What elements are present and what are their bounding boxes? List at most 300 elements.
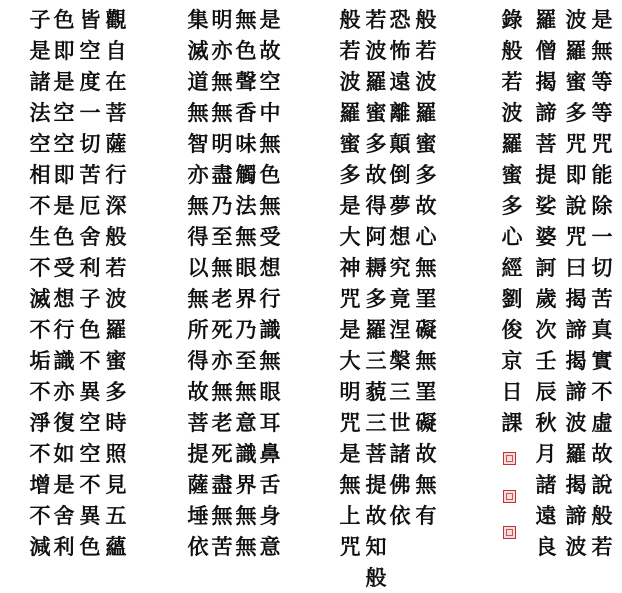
character: 故: [591, 441, 613, 466]
character: 般: [365, 565, 387, 590]
character: 良: [535, 534, 557, 559]
character: 無: [235, 503, 257, 528]
character: 遠: [389, 69, 411, 94]
character: 老: [211, 286, 233, 311]
character: 死: [211, 441, 233, 466]
character: 有: [415, 503, 437, 528]
character: 是: [339, 441, 361, 466]
character: 以: [187, 255, 209, 280]
character: 揭: [565, 348, 587, 373]
character: 竟: [389, 286, 411, 311]
character: 羅: [365, 317, 387, 342]
text-column-12: [186, 4, 210, 562]
character: 香: [235, 100, 257, 125]
character: 多: [105, 379, 127, 404]
character: 行: [259, 286, 281, 311]
character: 色: [79, 317, 101, 342]
character: 婆: [535, 224, 557, 249]
character: 阿: [365, 224, 387, 249]
character: 識: [235, 441, 257, 466]
character: 多: [365, 286, 387, 311]
character: 般: [415, 7, 437, 32]
character: 不: [79, 348, 101, 373]
character: 意: [235, 410, 257, 435]
character: 相: [29, 162, 51, 187]
character: 罣: [415, 286, 437, 311]
character: 無: [235, 224, 257, 249]
character: 課: [501, 410, 523, 435]
text-column-11: [210, 4, 234, 562]
character: 辰: [535, 379, 557, 404]
character: 波: [565, 534, 587, 559]
character: 苦: [79, 162, 101, 187]
character: 依: [389, 503, 411, 528]
character: 不: [29, 193, 51, 218]
character: 無: [187, 286, 209, 311]
character: 受: [53, 255, 75, 280]
character: 是: [259, 7, 281, 32]
character: 滅: [29, 286, 51, 311]
character: 一: [591, 224, 613, 249]
character: 利: [79, 255, 101, 280]
character: 咒: [339, 410, 361, 435]
character: 智: [187, 131, 209, 156]
character: 蜜: [105, 348, 127, 373]
character: 不: [29, 441, 51, 466]
character: 皆: [79, 7, 101, 32]
character: 色: [53, 7, 75, 32]
seal-stamp: [503, 490, 516, 503]
character: 心: [501, 224, 523, 249]
character: 諸: [389, 441, 411, 466]
character: 無: [211, 379, 233, 404]
character: 多: [365, 131, 387, 156]
character: 若: [339, 38, 361, 63]
text-column-10: [234, 4, 258, 562]
character: 諦: [565, 317, 587, 342]
character: 耳: [259, 410, 281, 435]
character: 等: [591, 69, 613, 94]
character: 不: [29, 503, 51, 528]
character: 空: [53, 100, 75, 125]
character: 波: [365, 38, 387, 63]
character: 不: [79, 472, 101, 497]
character: 羅: [565, 38, 587, 63]
character: 眼: [235, 255, 257, 280]
character: 是: [53, 69, 75, 94]
character: 蜜: [339, 131, 361, 156]
character: 說: [591, 472, 613, 497]
character: 波: [415, 69, 437, 94]
character: 菩: [365, 441, 387, 466]
character: 曰: [565, 255, 587, 280]
character: 蜜: [365, 100, 387, 125]
character: 恐: [389, 7, 411, 32]
character: 觸: [235, 162, 257, 187]
character: 身: [259, 503, 281, 528]
character: 若: [105, 255, 127, 280]
character: 想: [259, 255, 281, 280]
character: 三: [365, 410, 387, 435]
character: 無: [211, 255, 233, 280]
character: 般: [339, 7, 361, 32]
character: 識: [259, 317, 281, 342]
character: 界: [235, 472, 257, 497]
character: 無: [211, 503, 233, 528]
character: 若: [591, 534, 613, 559]
character: 菩: [105, 100, 127, 125]
character: 無: [415, 348, 437, 373]
character: 無: [259, 131, 281, 156]
character: 生: [29, 224, 51, 249]
character: 般: [501, 38, 523, 63]
character: 若: [415, 38, 437, 63]
character: 歲: [535, 286, 557, 311]
character: 異: [79, 503, 101, 528]
character: 集: [187, 7, 209, 32]
character: 不: [29, 379, 51, 404]
character: 苦: [591, 286, 613, 311]
character: 空: [79, 441, 101, 466]
character: 垢: [29, 348, 51, 373]
character: 見: [105, 472, 127, 497]
character: 是: [339, 317, 361, 342]
character: 上: [339, 503, 361, 528]
text-column-14: [78, 4, 102, 562]
character: 實: [591, 348, 613, 373]
character: 菩: [535, 131, 557, 156]
character: 羅: [339, 100, 361, 125]
character: 真: [591, 317, 613, 342]
character: 顛: [389, 131, 411, 156]
character: 死: [211, 317, 233, 342]
character: 虛: [591, 410, 613, 435]
character: 薩: [187, 472, 209, 497]
character: 無: [211, 100, 233, 125]
character: 若: [365, 7, 387, 32]
seal-stamp: [503, 526, 516, 539]
character: 等: [591, 100, 613, 125]
character: 咒: [565, 131, 587, 156]
character: 錄: [501, 7, 523, 32]
character: 依: [187, 534, 209, 559]
character: 三: [365, 348, 387, 373]
character: 是: [591, 7, 613, 32]
character: 得: [187, 348, 209, 373]
character: 蜜: [565, 69, 587, 94]
character: 羅: [105, 317, 127, 342]
character: 經: [501, 255, 523, 280]
character: 明: [211, 131, 233, 156]
character: 揭: [535, 69, 557, 94]
character: 盡: [211, 472, 233, 497]
character: 心: [415, 224, 437, 249]
character: 時: [105, 410, 127, 435]
character: 不: [591, 379, 613, 404]
character: 槃: [389, 348, 411, 373]
character: 諦: [535, 100, 557, 125]
character: 俊: [501, 317, 523, 342]
character: 訶: [535, 255, 557, 280]
character: 明: [339, 379, 361, 404]
character: 色: [235, 38, 257, 63]
character: 波: [501, 100, 523, 125]
character: 亦: [211, 348, 233, 373]
character: 無: [259, 193, 281, 218]
character: 多: [501, 193, 523, 218]
character: 聲: [235, 69, 257, 94]
character: 異: [79, 379, 101, 404]
character: 復: [53, 410, 75, 435]
character: 滅: [187, 38, 209, 63]
character: 羅: [535, 7, 557, 32]
character: 五: [105, 503, 127, 528]
character: 空: [29, 131, 51, 156]
character: 倒: [389, 162, 411, 187]
character: 知: [365, 534, 387, 559]
character: 提: [365, 472, 387, 497]
character: 空: [53, 131, 75, 156]
character: 不: [29, 255, 51, 280]
character: 礙: [415, 317, 437, 342]
character: 故: [259, 38, 281, 63]
seal-stamp: [503, 452, 516, 465]
character: 涅: [389, 317, 411, 342]
character: 諸: [535, 472, 557, 497]
character: 厄: [79, 193, 101, 218]
character: 般: [591, 503, 613, 528]
character: 蘊: [105, 534, 127, 559]
character: 羅: [365, 69, 387, 94]
character: 多: [415, 162, 437, 187]
character: 空: [79, 410, 101, 435]
text-column-8: [338, 4, 362, 562]
character: 得: [187, 224, 209, 249]
character: 耨: [365, 255, 387, 280]
character: 想: [389, 224, 411, 249]
character: 至: [235, 348, 257, 373]
character: 深: [105, 193, 127, 218]
character: 意: [259, 534, 281, 559]
character: 乃: [211, 193, 233, 218]
character: 是: [53, 472, 75, 497]
character: 礙: [415, 410, 437, 435]
character: 大: [339, 224, 361, 249]
character: 波: [565, 410, 587, 435]
character: 子: [29, 7, 51, 32]
character: 日: [501, 379, 523, 404]
character: 識: [53, 348, 75, 373]
character: 神: [339, 255, 361, 280]
character: 羅: [565, 441, 587, 466]
character: 是: [29, 38, 51, 63]
character: 味: [235, 131, 257, 156]
character: 娑: [535, 193, 557, 218]
text-column-9: [258, 4, 282, 562]
character: 菩: [187, 410, 209, 435]
character: 子: [79, 286, 101, 311]
character: 多: [565, 100, 587, 125]
character: 減: [29, 534, 51, 559]
character: 除: [591, 193, 613, 218]
character: 即: [565, 162, 587, 187]
character: 空: [79, 38, 101, 63]
character: 故: [365, 162, 387, 187]
character: 觀: [105, 7, 127, 32]
character: 揭: [565, 472, 587, 497]
text-column-3: [534, 4, 558, 562]
character: 法: [235, 193, 257, 218]
character: 咒: [565, 224, 587, 249]
character: 世: [389, 410, 411, 435]
character: 多: [339, 162, 361, 187]
character: 無: [415, 255, 437, 280]
character: 切: [591, 255, 613, 280]
character: 即: [53, 162, 75, 187]
character: 在: [105, 69, 127, 94]
character: 咒: [591, 131, 613, 156]
character: 故: [365, 503, 387, 528]
character: 蜜: [501, 162, 523, 187]
character: 大: [339, 348, 361, 373]
character: 故: [415, 441, 437, 466]
character: 老: [211, 410, 233, 435]
character: 亦: [211, 38, 233, 63]
character: 提: [187, 441, 209, 466]
character: 舍: [79, 224, 101, 249]
character: 想: [53, 286, 75, 311]
text-column-4: [500, 4, 524, 438]
character: 遠: [535, 503, 557, 528]
character: 蜜: [415, 131, 437, 156]
character: 波: [105, 286, 127, 311]
character: 行: [53, 317, 75, 342]
character: 能: [591, 162, 613, 187]
character: 般: [105, 224, 127, 249]
character: 無: [415, 472, 437, 497]
character: 不: [29, 317, 51, 342]
character: 無: [211, 69, 233, 94]
character: 得: [365, 193, 387, 218]
character: 受: [259, 224, 281, 249]
character: 中: [259, 100, 281, 125]
character: 亦: [187, 162, 209, 187]
character: 夢: [389, 193, 411, 218]
text-column-2: [564, 4, 588, 562]
text-column-6: [388, 4, 412, 531]
character: 咒: [339, 286, 361, 311]
character: 怖: [389, 38, 411, 63]
character: 秋: [535, 410, 557, 435]
character: 羅: [501, 131, 523, 156]
character: 無: [235, 534, 257, 559]
character: 色: [79, 534, 101, 559]
character: 所: [187, 317, 209, 342]
character: 舍: [53, 503, 75, 528]
character: 是: [339, 193, 361, 218]
character: 界: [235, 286, 257, 311]
character: 諦: [565, 379, 587, 404]
character: 盡: [211, 162, 233, 187]
text-column-15: [52, 4, 76, 562]
text-column-16: [28, 4, 52, 562]
character: 羅: [415, 100, 437, 125]
character: 淨: [29, 410, 51, 435]
character: 增: [29, 472, 51, 497]
character: 若: [501, 69, 523, 94]
character: 故: [415, 193, 437, 218]
character: 劉: [501, 286, 523, 311]
character: 埵: [187, 503, 209, 528]
character: 次: [535, 317, 557, 342]
character: 眼: [259, 379, 281, 404]
character: 明: [211, 7, 233, 32]
character: 自: [105, 38, 127, 63]
character: 道: [187, 69, 209, 94]
character: 離: [389, 100, 411, 125]
character: 舌: [259, 472, 281, 497]
character: 色: [259, 162, 281, 187]
character: 鼻: [259, 441, 281, 466]
character: 三: [389, 379, 411, 404]
character: 罣: [415, 379, 437, 404]
character: 無: [187, 100, 209, 125]
character: 僧: [535, 38, 557, 63]
character: 利: [53, 534, 75, 559]
character: 諦: [565, 503, 587, 528]
character: 無: [235, 7, 257, 32]
character: 提: [535, 162, 557, 187]
character: 月: [535, 441, 557, 466]
character: 究: [389, 255, 411, 280]
character: 乃: [235, 317, 257, 342]
character: 壬: [535, 348, 557, 373]
character: 說: [565, 193, 587, 218]
text-column-1: [590, 4, 614, 562]
character: 如: [53, 441, 75, 466]
character: 波: [565, 7, 587, 32]
character: 故: [187, 379, 209, 404]
text-column-13: [104, 4, 128, 562]
character: 行: [105, 162, 127, 187]
character: 藐: [365, 379, 387, 404]
character: 即: [53, 38, 75, 63]
character: 是: [53, 193, 75, 218]
character: 色: [53, 224, 75, 249]
character: 無: [235, 379, 257, 404]
character: 佛: [389, 472, 411, 497]
character: 京: [501, 348, 523, 373]
text-column-7: [364, 4, 388, 593]
character: 無: [187, 193, 209, 218]
character: 一: [79, 100, 101, 125]
character: 無: [259, 348, 281, 373]
character: 照: [105, 441, 127, 466]
character: 空: [259, 69, 281, 94]
character: 苦: [211, 534, 233, 559]
character: 度: [79, 69, 101, 94]
character: 薩: [105, 131, 127, 156]
character: 咒: [339, 534, 361, 559]
character: 諸: [29, 69, 51, 94]
character: 法: [29, 100, 51, 125]
character: 無: [339, 472, 361, 497]
character: 至: [211, 224, 233, 249]
character: 切: [79, 131, 101, 156]
character: 亦: [53, 379, 75, 404]
character: 揭: [565, 286, 587, 311]
text-column-5: [414, 4, 438, 531]
